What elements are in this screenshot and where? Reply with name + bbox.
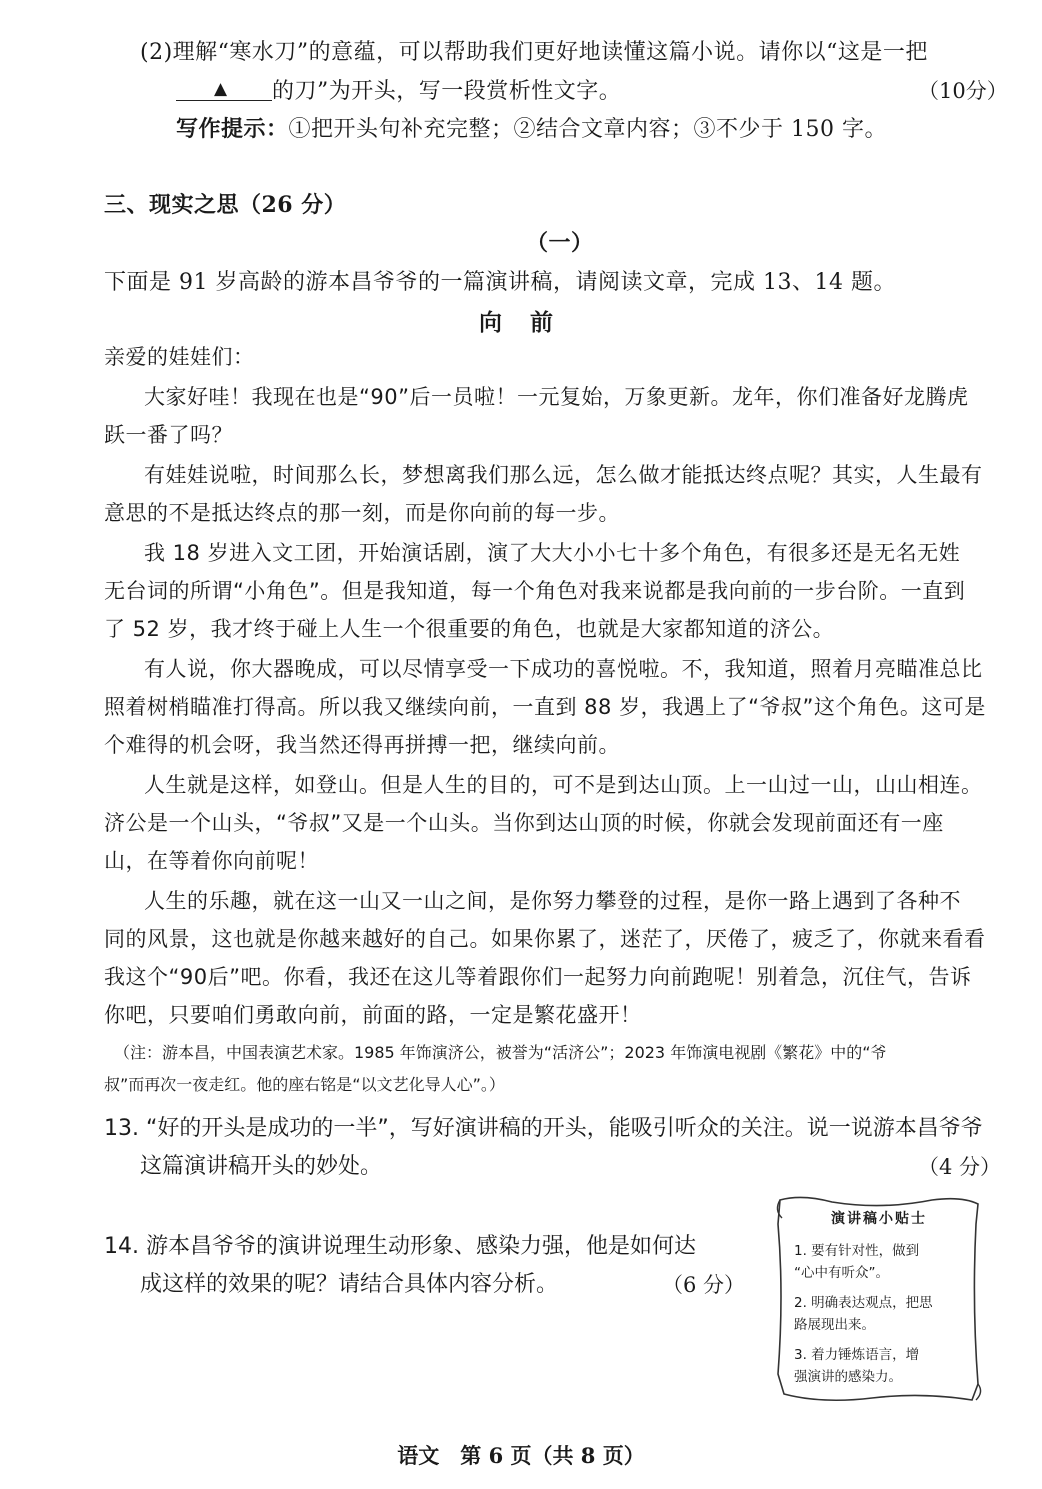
answer-blank (176, 76, 272, 101)
speech-line: 有人说，你大器晚成，可以尽情享受一下成功的喜悦啦。不，我知道，照着月亮瞄准总比 (144, 657, 983, 681)
q14-line2: 成这样的效果的呢？请结合具体内容分析。 (140, 1272, 559, 1297)
speech-line: 同的风景，这也就是你越来越好的自己。如果你累了，迷茫了，厌倦了，疲乏了，你就来看看 (104, 927, 986, 951)
speech-tips-box (772, 1194, 986, 1408)
q12-2-score: （10分） (918, 79, 1008, 103)
speech-line: 意思的不是抵达终点的那一刻，而是你向前的每一步。 (104, 501, 620, 525)
q12-2-line2-wrap (176, 76, 621, 107)
speech-line: 个难得的机会呀，我当然还得再拼搏一把，继续向前。 (104, 733, 620, 757)
triangle-mark: ▲ (214, 79, 228, 99)
q13-score: （4 分） (918, 1155, 1002, 1179)
speech-line: 了 52 岁，我才终于碰上人生一个很重要的角色，也就是大家都知道的济公。 (104, 617, 835, 641)
speech-line: 济公是一个山头，“爷叔”又是一个山头。当你到达山顶的时候，你就会发现前面还有一座 (104, 811, 944, 835)
section-heading: 三、现实之思（26 分） (104, 192, 347, 218)
speech-line: 有娃娃说啦，时间那么长，梦想离我们那么远，怎么做才能抵达终点呢？其实，人生最有 (144, 463, 983, 487)
speech-line: 大家好哇！我现在也是“90”后一员啦！一元复始，万象更新。龙年，你们准备好龙腾虎 (144, 385, 969, 409)
page-footer: 语文 第 6 页（共 8 页） (397, 1443, 645, 1468)
tip-line: 1. 要有针对性，做到 (794, 1243, 920, 1259)
tip-line: 2. 明确表达观点，把思 (794, 1295, 933, 1311)
section-intro: 下面是 91 岁高龄的游本昌爷爷的一篇演讲稿，请阅读文章，完成 13、14 题。 (104, 270, 896, 295)
speech-note-line1: （注：游本昌，中国表演艺术家。1985 年饰演济公，被誉为“活济公”；2023 年饰演电视剧《繁花》中的“爷 (114, 1043, 887, 1062)
speech-line: 山，在等着你向前呢！ (104, 849, 319, 873)
speech-line: 人生就是这样，如登山。但是人生的目的，可不是到达山顶。上一山过一山，山山相连。 (144, 773, 983, 797)
tip-line: 路展现出来。 (794, 1317, 875, 1333)
speech-line: 人生的乐趣，就在这一山又一山之间，是你努力攀登的过程，是你一路上遇到了各种不 (144, 889, 961, 913)
speech-note-line2: 叔”而再次一夜走红。他的座右铭是“以文艺化导人心”。） (104, 1075, 505, 1094)
q13-line2: 这篇演讲稿开头的妙处。 (140, 1154, 383, 1179)
q13-line1: 13. “好的开头是成功的一半”，写好演讲稿的开头，能吸引听众的关注。说一说游本昌爷爷 (104, 1116, 983, 1141)
writing-hint (176, 114, 887, 145)
speech-line: 你吧，只要咱们勇敢向前，前面的路，一定是繁花盛开！ (104, 1003, 642, 1027)
section-sub: （一） (526, 230, 594, 256)
speech-greeting: 亲爱的娃娃们： (104, 345, 255, 369)
speech-line: 我 18 岁进入文工团，开始演话剧，演了大大小小七十多个角色，有很多还是无名无姓 (144, 541, 961, 565)
q12-2-line1: (2)理解“寒水刀”的意蕴，可以帮助我们更好地读懂这篇小说。请你以“这是一把 (140, 40, 928, 65)
tip-line: “心中有听众”。 (794, 1265, 889, 1281)
speech-title: 向 前 (478, 309, 563, 336)
hint-text: ①把开头句补充完整；②结合文章内容；③不少于 150 字。 (288, 117, 887, 142)
q14-score: （6 分） (662, 1273, 746, 1297)
speech-line: 跃一番了吗？ (104, 423, 233, 447)
tip-line: 强演讲的感染力。 (794, 1369, 902, 1385)
tips-title: 演讲稿小贴士 (831, 1211, 927, 1227)
hint-label: 写作提示： (176, 116, 289, 142)
speech-line: 无台词的所谓“小角色”。但是我知道，每一个角色对我来说都是我向前的一步台阶。一直到 (104, 579, 966, 603)
speech-line: 我这个“90后”吧。你看，我还在这儿等着跟你们一起努力向前跑呢！别着急，沉住气，告诉 (104, 965, 972, 989)
tip-line: 3. 着力锤炼语言，增 (794, 1347, 920, 1363)
speech-line: 照着树梢瞄准打得高。所以我又继续向前，一直到 88 岁，我遇上了“爷叔”这个角色。这可是 (104, 695, 986, 719)
q14-line1: 14. 游本昌爷爷的演讲说理生动形象、感染力强，他是如何达 (104, 1234, 696, 1259)
q12-2-line2: 的刀”为开头，写一段赏析性文字。 (272, 79, 622, 104)
